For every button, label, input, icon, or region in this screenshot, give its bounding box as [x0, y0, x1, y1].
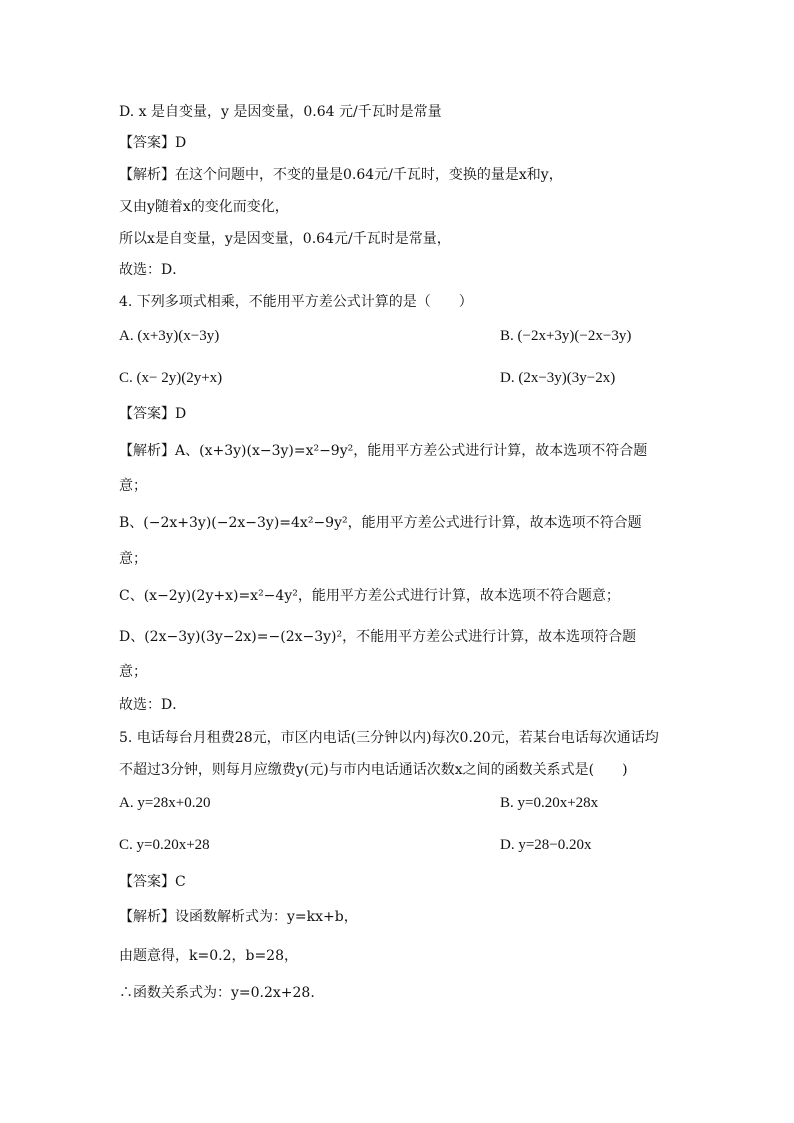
explanation-line: 所以x是自变量，y是因变量，0.64元/千瓦时是常量，: [119, 231, 451, 247]
question-4: 4. 下列多项式相乘，不能用平方差公式计算的是（ ）: [119, 294, 473, 310]
conclusion-line: 故选：D．: [119, 697, 187, 713]
question-5-option-a: A. y=28x+0.20: [119, 795, 211, 811]
explanation-line: ∴函数关系式为：y=0.2x+28.: [119, 985, 315, 1001]
explanation-line: 意；: [119, 551, 147, 567]
question-5-option-d: D. y=28−0.20x: [500, 837, 592, 853]
explanation-line: 【解析】在这个问题中，不变的量是0.64元/千瓦时，变换的量是x和y，: [119, 167, 563, 183]
explanation-line: 【解析】设函数解析式为：y=kx+b，: [119, 909, 358, 925]
answer-label: 【答案】C: [119, 874, 186, 890]
question-5-continued: 不超过3分钟，则每月应缴费y(元)与市内电话通话次数x之间的函数关系式是( ): [119, 762, 628, 778]
explanation-line: 又由y随着x的变化而变化，: [119, 199, 289, 215]
question-4-option-b: B. (−2x+3y)(−2x−3y): [500, 328, 632, 344]
explanation-line: B、(−2x+3y)(−2x−3y)=4x²−9y²，能用平方差公式进行计算，故本选项不符合题: [119, 515, 642, 531]
question-4-option-d: D. (2x−3y)(3y−2x): [500, 370, 616, 386]
question-4-option-c: C. (x− 2y)(2y+x): [119, 370, 223, 386]
explanation-line: 意；: [119, 664, 147, 680]
question-5-option-c: C. y=0.20x+28: [119, 837, 210, 853]
conclusion-line: 故选：D．: [119, 262, 187, 278]
explanation-line: 意；: [119, 478, 147, 494]
explanation-line: 【解析】A、(x+3y)(x−3y)=x²−9y²，能用平方差公式进行计算，故本选项不符合题: [119, 443, 648, 459]
explanation-line: C、(x−2y)(2y+x)=x²−4y²，能用平方差公式进行计算，故本选项不符合题意；: [119, 588, 620, 604]
answer-label: 【答案】D: [119, 135, 187, 151]
question-5: 5. 电话每台月租费28元，市区内电话(三分钟以内)每次0.20元，若某台电话每次通话均: [119, 730, 659, 746]
explanation-line: 由题意得，k=0.2，b=28，: [119, 948, 298, 964]
explanation-line: D、(2x−3y)(3y−2x)=−(2x−3y)²，不能用平方差公式进行计算，故本选项符合题: [119, 629, 637, 645]
answer-label: 【答案】D: [119, 406, 187, 422]
option-d-previous: D. x 是自变量，y 是因变量，0.64 元/千瓦时是常量: [119, 104, 442, 120]
question-4-option-a: A. (x+3y)(x−3y): [119, 328, 220, 344]
question-5-option-b: B. y=0.20x+28x: [500, 795, 599, 811]
